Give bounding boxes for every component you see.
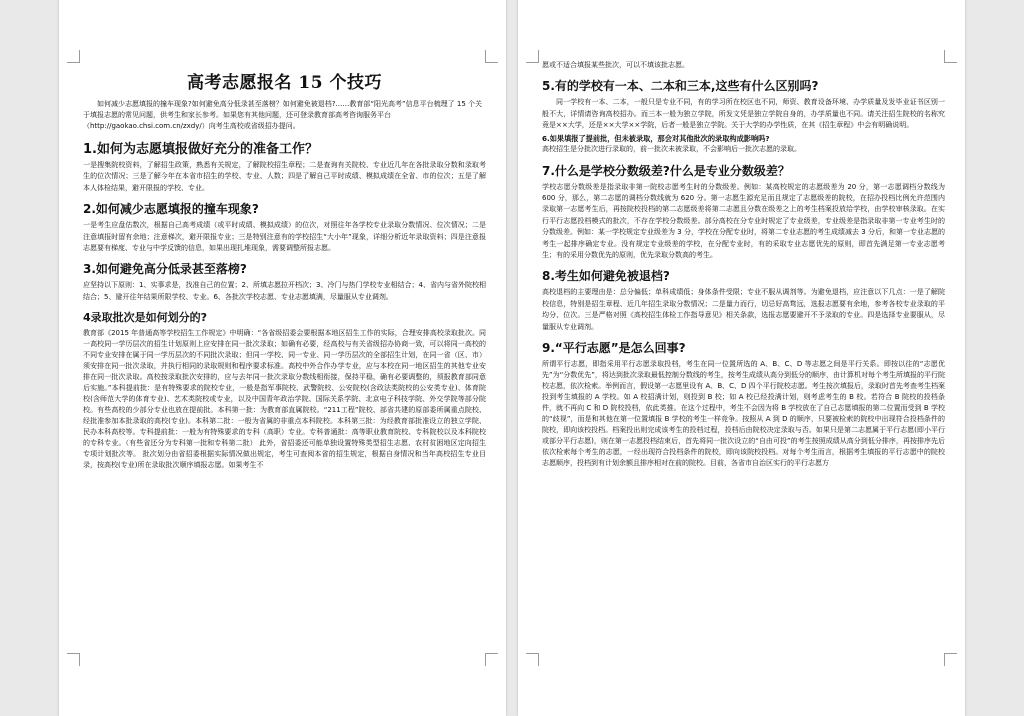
section-body: 愿或不适合填报某些批次，可以不填该批志愿。 bbox=[542, 61, 689, 69]
document-page-right bbox=[518, 0, 965, 716]
section-heading: 5.有的学校有一本、二本和三本,这些有什么区别吗? bbox=[542, 79, 819, 94]
document-page-left bbox=[59, 0, 506, 716]
section-heading: 8.考生如何避免被退档? bbox=[542, 269, 670, 284]
section-body: 一是考生应盘估数次，根据自己高考成绩（或平时成绩、模拟成绩）的位次，对照往年各学校专业录取分数情况、位次情况；二是注意填报时留有余地；注意梯次，避开限报专业；三是特别注意有的学校招生“大小年”现象，详细分析近年录取资料；四是注意报志愿要有梯度、专业与中学反馈的信息，如果出现扎堆现象，需要调整所报志愿。 bbox=[83, 221, 486, 253]
crop-mark bbox=[944, 50, 957, 63]
page-content bbox=[83, 62, 486, 471]
crop-mark bbox=[67, 653, 80, 666]
document-title: 高考志愿报名 15 个技巧 bbox=[187, 73, 382, 93]
section-body: 高校招生是分批次进行录取的，前一批次未被录取，不会影响后一批次志愿的录取。 bbox=[542, 145, 801, 154]
section-heading: 9.“平行志愿”是怎么回事? bbox=[542, 341, 686, 355]
section-heading: 1.如何为志愿填报做好充分的准备工作？ bbox=[83, 142, 318, 157]
intro-paragraph: 如何减少志愿填报的撞车现象?如何避免高分低录甚至落榜？如何避免被退档?……教育部“阳光高考”信息平台梳理了 15 个关于填报志愿的常见问题，供考生和家长参考。如果您有其他问题，还可登录教育部高考咨询服务平台（http://gaokao.chsi.com.cn/zxdy/）向考生高校或省级招办提问。 bbox=[83, 100, 483, 130]
crop-mark bbox=[526, 653, 539, 666]
section-heading: 4录取批次是如何划分的? bbox=[83, 311, 208, 325]
crop-mark bbox=[485, 653, 498, 666]
section-heading: 2.如何减少志愿填报的撞车现象? bbox=[83, 202, 259, 217]
section-body: 一是搜集院校资料，了解招生政策，熟悉有关规定，了解院校招生章程；二是查询有关院校、专业近几年在各批录取分数和录取考生的位次情况；三是了解今年在本省市招生的学校、专业、人数；四是了解自己平时成绩、模拟成绩在全省、市的位次；五是了解本人体检结果，避开限报的学校、专业。 bbox=[83, 161, 486, 192]
section-heading: 3.如何避免高分低录甚至落榜? bbox=[83, 262, 247, 277]
crop-mark bbox=[67, 50, 80, 63]
page-content bbox=[542, 60, 945, 469]
section-body: 应坚持以下原则：1、实事求是，找准自己的位置；2、所填志愿拉开档次；3、冷门与热门学校专业相结合；4、省内与省外院校相结合；5、避开往年结果所限学校、专业。6、各批次学校志愿、专业志愿填满，尽量服从专业调剂。 bbox=[83, 281, 486, 301]
section-body: 同一学校有一本、二本，一般只是专业不同，有的学习所在校区也不同，师资、教育设备环境、办学质量及发毕业证书区别一般不大，详情请咨询高校招办。而三本一般为独立学院，所发文凭是独立学院自身的，办学质量也不同。请关注招生院校的名称究竟是××大学，还是××大学××学院，后者一般是独立学院。关于大学的办学性质，在其《招生章程》中会有明确说明。 bbox=[542, 98, 945, 130]
section-body: 学校志愿分数级差是指录取非第一院校志愿考生时的分数级差。例如：某高校规定的志愿级差为 20 分，第一志愿调档分数线为 600 分，那么，第二志愿的调档分数线就为 620 分。第一志愿生源充足而且规定了志愿级差的院校，在招办投档比例允许范围内录取第一志愿考生后，再按院校投档的第二志愿级差将第二志愿且分数在级差之上的考生档案投放给学校，由学校审核录取。在实行平行志愿投档模式的批次，不存在学校分数级差。部分高校在分专业时规定了专业级差，专业级差是指录取非第一专业考生时的分数级差。例如：某一学校规定专业级差为 3 分，学校在分配专业时，将第二专业志愿的考生成绩减去 3 分后，和第一专业志愿的考生一起排序确定专业。没有规定专业级差的学校，在分配专业时，有的采取专业志愿优先的原则，即首先满足第一专业志愿考生；有的采用分数优先的原则，优先录取分数高的考生。 bbox=[542, 182, 945, 259]
section-heading: 7.什么是学校分数级差?什么是专业分数级差？ bbox=[542, 163, 790, 178]
crop-mark bbox=[485, 50, 498, 63]
section-body: 高校退档的主要理由是：总分偏低；单科成绩低；身体条件受限；专业不服从调剂等。为避免退档，应注意以下几点：一是了解院校信息，特别是招生章程、近几年招生录取分数情况；二是量力而行，切忌好高骛远，选报志愿要有余地，参考各校专业录取的平均分、位次。三是严格对照《高校招生体检工作指导意见》相关条款，选报志愿要避开不予录取的专业。四是选择专业要服从，尽量服从专业调剂。 bbox=[542, 288, 945, 331]
crop-mark bbox=[526, 50, 539, 63]
section-body: 教育部《2015 年普通高等学校招生工作规定》中明确：“各省级招委会要根据本地区招生工作的实际，合理安排高校录取批次。同一高校同一学历层次的招生计划原则上应安排在同一批次录取；如确有必要，经高校与有关省级招办协商一致，可以将同一高校的不同专业安排在属于同一学历层次的不同批次录取；但同一学校、同一专业、同一学历层次的全部招生计划，在同一省（区、市）须安排在同一批次录取，并执行相同的录取规则和程序要求标准。高校中外合作办学专业，应与本校在同一地区招生的其他专业安排在同一批次录取。高校按录取批次安排的，应与去年同一批次录取分数线相衔接，保持平稳，确有必要调整的，须报教育部同意后实施。”本科提前批：是有特殊要求的院校专业，一般是指军事院校、武警院校、公安院校(含政法类院校的公安类专业)、体育院校(含师范大学的体育专业)、艺术类院校或专业，以及中国青年政治学院、国际关系学院、北京电子科技学院、外交学院等部分院校。有些高校的少部分专业也放在提前批。本科第一批：为教育部直属院校。“211工程”院校、部省共建的原部委所属重点院校、经批准参加本批录取的高校(专业)。本科第二批：一般为省属的非重点本科院校。本科第三批：为经教育部批准设立的独立学院、民办本科高校等。专科提前批：一般为有特殊要求的专科（高职）专业。专科普通批：高等职业教育院校、专科院校以及本科院校的专科专业。（有些省还分为专科第一批和专科第二批） 此外，省招委还可能单独设置特殊类型招生志愿、农村贫困地区定向招生专项计划批次等。 批次划分由省招委根据实际情况做出规定，考生可查阅本省的招生规定，根据自身情况和当年高校招生专业目录，按高校(专业)所在录取批次顺序填报志愿。如果考生不 bbox=[83, 329, 486, 470]
section-body: 所谓平行志愿，即指采用平行志愿录取投档，考生在同一位置所选的 A、B、C、D 等志愿之间是平行关系。即按以往的“志愿优先”为“分数优先”，将达到批次录取最低控制分数线的考生，按考生成绩从高分到低分的顺序，由计算机对每个考生所填报的平行院校志愿，依次检索。举例而言，假设第一志愿里设有 A、B、C、D 四个平行院校志愿。考生按次填报后，录取时首先考查考生档案投到考生填报的 A 学校。如 A 校招满计划，则投到 B 校；如 A 校已经投满计划，则考虑考生的 B 校。若符合 B 院校的投档条件，就不再向 C 和 D 院校投档，依此类推。在这个过程中，考生不会因为将 B 学校放在了自己志愿填报的第二位置而受到 B 学校的“歧视”，而是和其他在第一位置填报 B 学校的考生一样竞争。按照从 A 到 D 的顺序，只要被检索的院校中出现符合投档条件的院校，即向该校投档。档案投出则完成该考生的投档过程，投档后由院校决定录取与否。如果只是第二志愿属于平行志愿(即小平行或部分平行志愿)，则在第一志愿投档结束后，首先将同一批次设立的“自由可投”的考生按照成绩从高分到低分排序，再按排序先后依次检索每个考生的志愿，一经出现符合投档条件的院校，即向该院校投档。对每个考生而言，根据考生填报的平行志愿中的院校志愿顺序，投档到有计划余额且排序相对在前的院校。目前，各省市自治区实行的平行志愿方 bbox=[542, 360, 945, 467]
crop-mark bbox=[944, 653, 957, 666]
section-subheading: 6.如果填报了提前批，但未被录取，那会对其他批次的录取构成影响吗? bbox=[542, 133, 770, 143]
